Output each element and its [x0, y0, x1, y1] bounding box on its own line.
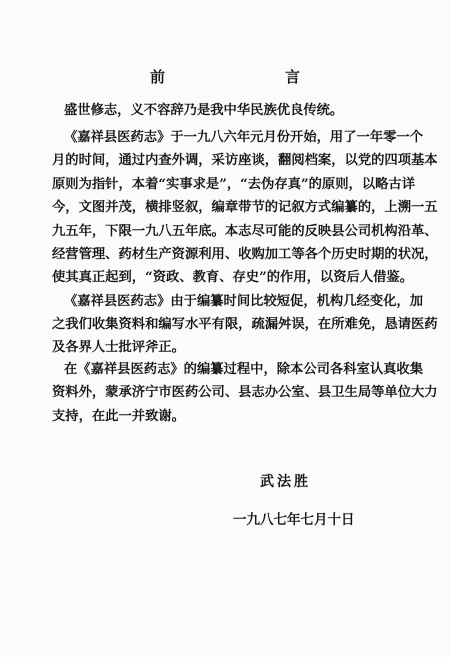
paragraph-line: 九五年，下限一九八五年底。本志尽可能的反映县公司机构沿革、 [52, 224, 438, 239]
paragraph-line: 资料外，蒙承济宁市医药公司、县志办公室、县卫生局等单位大力 [52, 385, 438, 400]
paragraph-line: 支持，在此一并致谢。 [52, 409, 185, 424]
paragraph-line: 《嘉祥县医药志》于一九八六年元月份开始，用了一年零一个 [64, 130, 424, 145]
paragraph-line: 使其真正起到，“资政、教育、存史”的作用，以资后人借鉴。 [52, 270, 414, 285]
page-title [150, 66, 300, 87]
signature-date: 一九八七年七月十日 [233, 512, 355, 528]
paragraph-line: 今，文图并茂，横排竖叙，编章带节的记叙方式编纂的，上溯一五 [52, 200, 438, 215]
paragraph-line: 经营管理、药材生产资源利用、收购加工等各个历史时期的状况， [52, 247, 438, 262]
paragraph-line: 在《嘉祥县医药志》的编纂过程中，除本公司各科室认真收集 [64, 362, 424, 377]
paragraph-line: 及各界人士批评斧正。 [52, 340, 185, 355]
paragraph-line: 月的时间，通过内查外调，采访座谈，翻阅档案，以党的四项基本 [52, 153, 438, 168]
title-char-1: 前 [150, 68, 166, 86]
paragraph-line: 盛世修志，义不容辞乃是我中华民族优良传统。 [64, 103, 344, 118]
paragraph-line: 原则为指针，本着“实事求是”，“去伪存真”的原则，以略古详 [52, 177, 416, 192]
author-signature: 武法胜 [260, 474, 311, 490]
title-char-2: 言 [284, 68, 300, 86]
paragraph-line: 《嘉祥县医药志》由于编纂时间比较短促，机构几经变化，加 [64, 294, 424, 309]
paragraph-line: 之我们收集资料和编写水平有限，疏漏舛误，在所难免，恳请医药 [52, 317, 438, 332]
